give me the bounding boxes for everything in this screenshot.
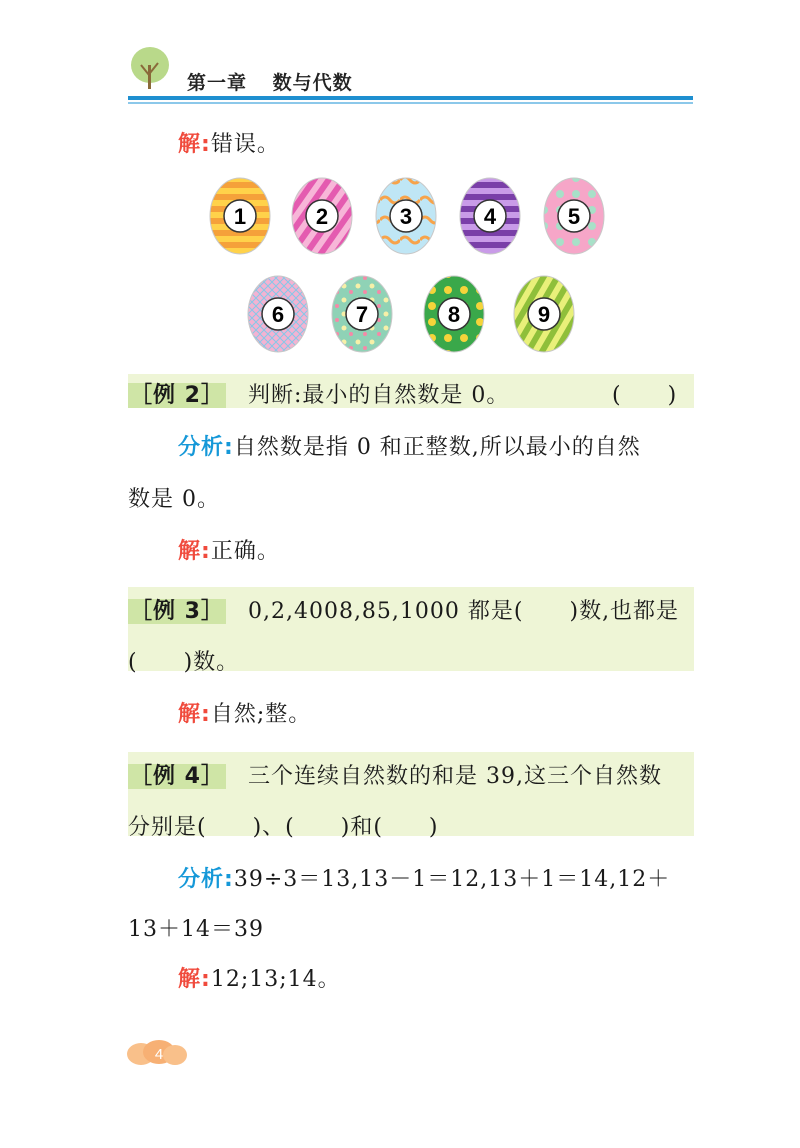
example-3-question-line2: ( )数。 xyxy=(128,650,240,675)
egg-number: 5 xyxy=(567,204,581,229)
example-2-label: ［例 2］ xyxy=(130,383,224,408)
analysis-colon: : xyxy=(224,435,234,460)
egg-number: 2 xyxy=(315,204,329,229)
answer-colon: : xyxy=(201,702,211,727)
egg-6 xyxy=(248,276,308,352)
chapter-number: 第一章 xyxy=(187,72,248,94)
egg-4 xyxy=(460,178,520,254)
example-3-text: 0,2,4008,85,1000 都是( )数,也都是 xyxy=(247,599,680,624)
answer-label: 解 xyxy=(178,702,202,727)
answer-text: 错误。 xyxy=(210,132,280,157)
egg-7 xyxy=(332,276,392,352)
example-4-question-line2: 分别是( )、( )和( ) xyxy=(128,815,439,840)
answer-text: 自然;整。 xyxy=(210,702,312,727)
answer-colon: : xyxy=(201,132,211,157)
page-number-badge xyxy=(125,1040,189,1066)
analysis-text: 自然数是指 0 和正整数,所以最小的自然 xyxy=(233,435,641,460)
example-2-analysis-line2: 数是 0。 xyxy=(128,487,220,512)
egg-9 xyxy=(514,276,574,352)
answer-text: 正确。 xyxy=(210,539,280,564)
analysis-label: 分析 xyxy=(178,435,225,460)
page-number: 4 xyxy=(154,1046,164,1063)
analysis-text: 39÷3＝13,13－1＝12,13＋1＝14,12＋ xyxy=(233,867,671,892)
egg-2 xyxy=(292,178,352,254)
egg-number: 9 xyxy=(537,302,551,327)
egg-5 xyxy=(544,178,604,254)
egg-number: 8 xyxy=(447,302,461,327)
answer-colon: : xyxy=(201,967,211,992)
example-2-blank: ( ) xyxy=(612,383,678,408)
example-4-answer xyxy=(178,962,341,993)
answer-text: 12;13;14。 xyxy=(210,967,341,992)
egg-number: 4 xyxy=(483,204,497,229)
example-2-analysis-line1 xyxy=(178,430,641,461)
example-3-answer xyxy=(178,697,311,728)
example-4-label: ［例 4］ xyxy=(130,764,224,789)
answer-label: 解 xyxy=(178,132,202,157)
egg-1 xyxy=(210,178,270,254)
header-rule xyxy=(128,96,693,100)
number-eggs-illustration xyxy=(200,170,620,360)
chapter-header xyxy=(187,68,353,95)
answer-label: 解 xyxy=(178,539,202,564)
egg-number: 7 xyxy=(355,302,369,327)
example-3-question-line1 xyxy=(128,594,679,625)
egg-3 xyxy=(376,178,436,254)
example-4-analysis-line2: 13＋14＝39 xyxy=(128,917,264,942)
example-4-analysis-line1 xyxy=(178,862,670,893)
egg-number: 6 xyxy=(271,302,285,327)
example-4-text: 三个连续自然数的和是 39,这三个自然数 xyxy=(247,764,662,789)
example-2-answer xyxy=(178,534,280,565)
example-2-question xyxy=(128,378,509,409)
egg-8 xyxy=(424,276,484,352)
analysis-label: 分析 xyxy=(178,867,225,892)
example-3-label: ［例 3］ xyxy=(130,599,224,624)
example-4-question-line1 xyxy=(128,759,662,790)
tree-icon xyxy=(128,45,172,93)
egg-number: 1 xyxy=(233,204,247,229)
header-rule-thin xyxy=(128,102,693,104)
analysis-colon: : xyxy=(224,867,234,892)
example-2-text: 判断:最小的自然数是 0。 xyxy=(247,383,510,408)
chapter-title: 数与代数 xyxy=(272,72,353,94)
answer-colon: : xyxy=(201,539,211,564)
answer-label: 解 xyxy=(178,967,202,992)
answer-line xyxy=(178,127,280,158)
egg-number: 3 xyxy=(399,204,413,229)
